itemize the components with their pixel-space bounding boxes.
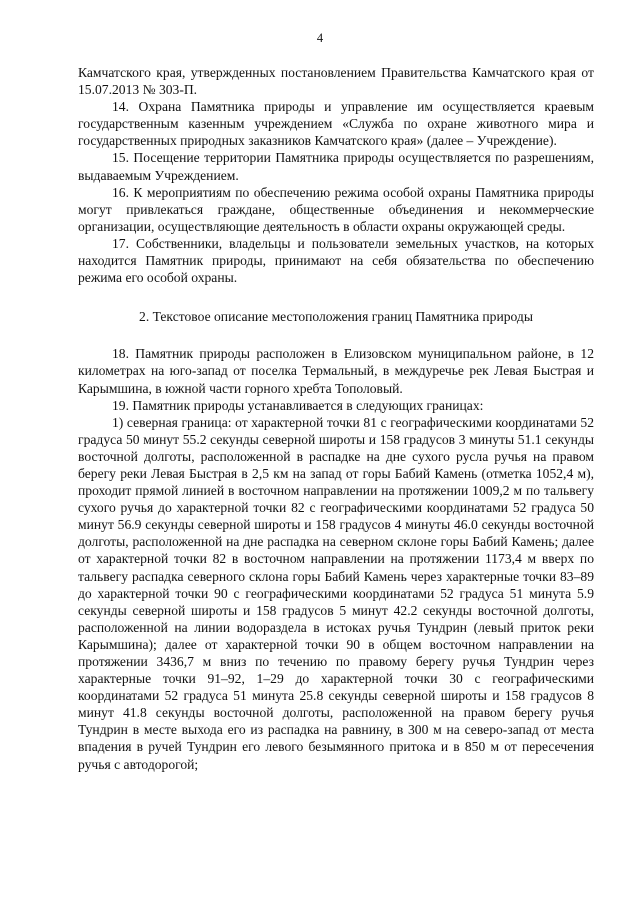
paragraph-19: 19. Памятник природы устанавливается в следующих границах: bbox=[112, 397, 484, 413]
paragraph-18: 18. Памятник природы расположен в Елизовском муниципальном районе, в 12 километрах на юго-запад от поселка Термальный, в междуречье рек Левая Быстрая и Карымшина, в южной части горного хребта Тополовый. bbox=[78, 346, 594, 396]
document-body bbox=[78, 64, 594, 773]
paragraph-northern-boundary: 1) северная граница: от характерной точки 81 с географическими координатами 52 градуса 50 минут 55.2 секунды северной широты и 158 градусов 3 минуты 51.1 секунды восточной долготы, расположенной в распадке на дне сухого русла ручья на правом берегу реки Левая Быстрая в 2,5 км на запад от горы Бабий Камень (отметка 1052,4 м), проходит прямой линией в восточном направлении на протяжении 1009,2 м по тальвегу сухого ручья до характерной точки 82 с географическими координатами 52 градуса 50 минут 56.9 секунды северной широты и 158 градусов 4 минуты 46.0 секунды восточной долготы, расположенной на дне распадка на северном склоне горы Бабий Камень; далее от характерной точки 82 в восточном направлении на протяжении 1173,4 м вверх по тальвегу распадка северного склона горы Бабий Камень через характерные точки 83–89 до характерной точки 90 с географическими координатами 52 градуса 51 минута 5.9 секунды северной широты и 158 градусов 5 минут 42.2 секунды восточной долготы, расположенной на линии водораздела в истоках ручья Тундрин (левый приток реки Карымшина); далее от характерной точки 90 в общем восточном направлении на протяжении 3436,7 м вниз по течению по правому берегу ручья Тундрин через характерные точки 91–92, 1–29 до характерной точки 30 с географическими координатами 52 градуса 51 минута 25.8 секунды северной широты и 158 градусов 8 минут 41.8 секунды восточной долготы, расположенной на правом берегу ручья Тундрин в месте выхода его из распадка на равнину, в 300 м на северо-запад от места впадения в ручей Тундрин его левого безымянного притока и в 850 м от пересечения ручья с автодорогой; bbox=[78, 414, 594, 772]
paragraph-17: 17. Собственники, владельцы и пользователи земельных участков, на которых находится Памятник природы, принимают на себя обязательства по обеспечению режима его особой охраны. bbox=[78, 235, 594, 286]
page-number: 4 bbox=[316, 31, 324, 45]
paragraph-15: 15. Посещение территории Памятника природы осуществляется по разрешениям, выдаваемым Учреждением. bbox=[78, 150, 594, 183]
paragraph-continuation: Камчатского края, утвержденных постановлением Правительства Камчатского края от 15.07.2013 № 303-П. bbox=[78, 65, 594, 98]
paragraph-16: 16. К мероприятиям по обеспечению режима особой охраны Памятника природы могут привлекаться граждане, общественные объединения и некоммерческие организации, осуществляющие деятельность в области охраны окружающей среды. bbox=[78, 184, 594, 234]
section-heading: 2. Текстовое описание местоположения границ Памятника природы bbox=[139, 309, 533, 325]
paragraph-14: 14. Охрана Памятника природы и управление им осуществляется краевым государственным казенным учреждением «Служба по охране животного мира и государственных природных заказников Камчатского края» (далее – Учреждение). bbox=[78, 99, 594, 149]
